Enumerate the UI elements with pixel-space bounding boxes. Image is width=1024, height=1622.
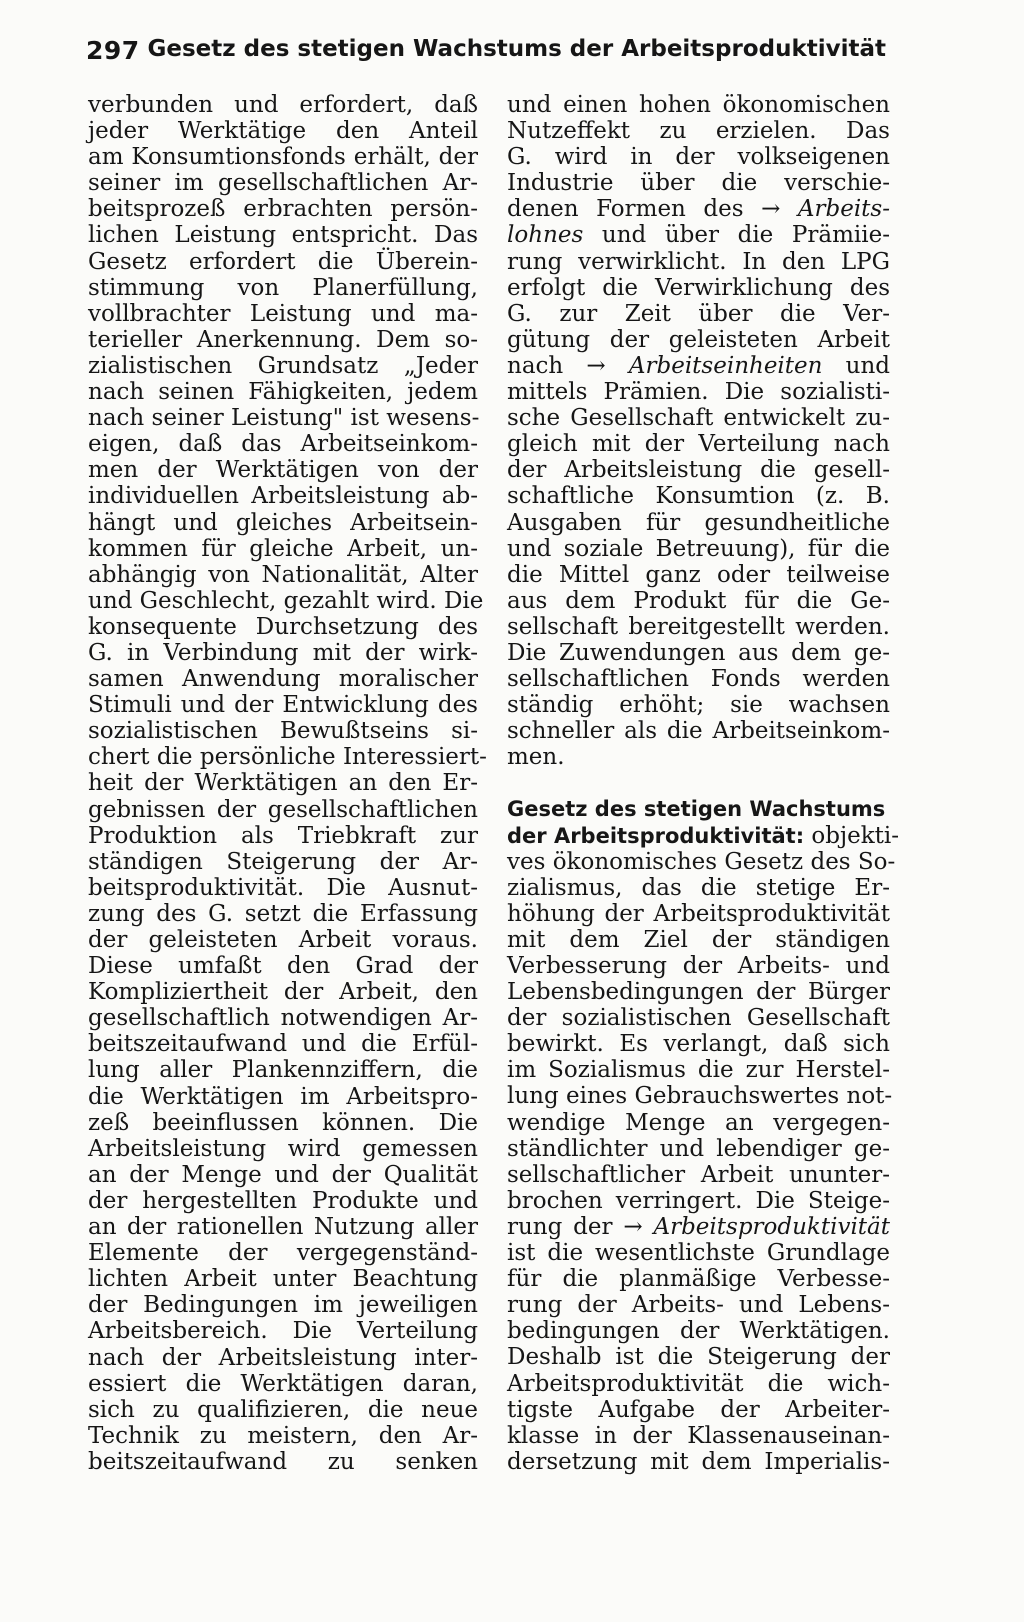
text-line: am Konsumtionsfonds erhält, der (88, 144, 478, 171)
text-line: dersetzung mit dem Imperialis- (507, 1448, 890, 1475)
text-line: Die Zuwendungen aus dem ge- (507, 639, 890, 666)
text-line: bedingungen der Werktätigen. (507, 1318, 890, 1345)
text-line: Deshalb ist die Steigerung der (507, 1344, 890, 1371)
text-line: nach seinen Fähigkeiten, jedem (88, 379, 478, 406)
text-line: die Werktätigen im Arbeitspro- (88, 1083, 478, 1110)
text-line: mit dem Ziel der ständigen (507, 926, 890, 953)
text-line: men. (507, 744, 565, 771)
text-line: individuellen Arbeitsleistung ab- (88, 483, 478, 510)
text-line: der hergestellten Produkte und (88, 1187, 478, 1214)
right-text-column (507, 92, 900, 1475)
text-line: der Arbeitsleistung die gesell- (507, 457, 890, 484)
text-line: schneller als die Arbeitseinkom- (507, 718, 890, 745)
text-line: lichten Arbeit unter Beachtung (88, 1266, 478, 1293)
entry-headword: Gesetz des stetigen Wachstums (507, 797, 886, 822)
text-line: Industrie über die verschie- (507, 170, 890, 197)
text-line: men der Werktätigen von der (88, 457, 478, 484)
text-line: lohnes und über die Prämiie- (507, 222, 891, 249)
text-line: nach seiner Leistung" ist wesens- (88, 405, 480, 432)
text-line: im Sozialismus die zur Herstel- (507, 1057, 890, 1084)
text-line: Stimuli und der Entwicklung des (88, 692, 478, 719)
text-line: bewirkt. Es verlangt, daß sich (507, 1031, 890, 1058)
text-line: nach → Arbeitseinheiten und (507, 352, 891, 379)
text-line: rung verwirklicht. In den LPG (507, 248, 890, 275)
text-line: sche Gesellschaft entwickelt zu- (507, 405, 890, 432)
text-line: zialistischen Grundsatz „Jeder (88, 352, 478, 379)
text-line: der Bedingungen im jeweiligen (88, 1292, 478, 1319)
text-line: G. wird in der volkseigenen (507, 144, 890, 171)
page-number: 297 (86, 36, 140, 65)
text-line: für die planmäßige Verbesse- (507, 1266, 890, 1293)
text-line: der geleisteten Arbeit voraus. (88, 927, 478, 953)
text-line: zeß beeinflussen können. Die (88, 1109, 478, 1136)
text-line: sellschaftlicher Arbeit ununter- (507, 1161, 890, 1188)
running-header (86, 36, 886, 76)
text-line: gleich mit der Verteilung nach (507, 431, 890, 458)
text-line: Ausgaben für gesundheitliche (507, 509, 890, 536)
text-line: gütung der geleisteten Arbeit (507, 326, 890, 353)
text-line: nach der Arbeitsleistung inter- (88, 1344, 478, 1371)
text-line: beitsproduktivität. Die Ausnut- (88, 874, 478, 901)
text-line: terieller Anerkennung. Dem so- (88, 326, 478, 353)
text-line: Kompliziertheit der Arbeit, den (88, 979, 478, 1006)
text-line: beitszeitaufwand und die Erfül- (88, 1031, 478, 1058)
text-line: sozialistischen Bewußtseins si- (88, 718, 478, 745)
text-line: jeder Werktätige den Anteil (88, 118, 478, 145)
text-line: samen Anwendung moralischer (88, 666, 478, 693)
text-line: essiert die Werktätigen daran, (88, 1370, 478, 1397)
text-line: sich zu qualifizieren, die neue (88, 1396, 478, 1423)
text-line: Arbeitsproduktivität die wich- (507, 1370, 890, 1397)
text-line: erfolgt die Verwirklichung des (507, 274, 890, 301)
entry-headword-end: der Arbeitsproduktivität: (507, 823, 805, 848)
text-line: seiner im gesellschaftlichen Ar- (88, 170, 478, 197)
text-line: ständigen Steigerung der Ar- (88, 848, 478, 875)
text-line: der sozialistischen Gesellschaft (507, 1005, 890, 1032)
text-line: die Mittel ganz oder teilweise (507, 561, 890, 588)
text-line: chert die persönliche Interessiert- (88, 744, 487, 771)
text-line: Gesetz erfordert die Überein- (88, 248, 478, 275)
text-line: rung der Arbeits- und Lebens- (507, 1292, 890, 1319)
text-line: tigste Aufgabe der Arbeiter- (507, 1396, 890, 1423)
text-line: lung aller Plankennziffern, die (88, 1057, 478, 1084)
text-line: ständlichter und lebendiger ge- (507, 1135, 890, 1162)
text-line: zung des G. setzt die Erfassung (88, 900, 478, 927)
text-line: kommen für gleiche Arbeit, un- (88, 535, 478, 562)
text-line: und Geschlecht, gezahlt wird. Die (88, 587, 484, 614)
text-line: sellschaftlichen Fonds werden (507, 666, 890, 693)
text-line: an der rationellen Nutzung aller (88, 1214, 478, 1241)
paragraph-spacer (507, 770, 890, 796)
text-line: gesellschaftlich notwendigen Ar- (88, 1005, 478, 1032)
text-line: Lebensbedingungen der Bürger (507, 979, 890, 1006)
text-line: beitsprozeß erbrachten persön- (88, 196, 478, 223)
text-line: Elemente der vergegenständ- (88, 1240, 478, 1267)
text-line: ständig erhöht; sie wachsen (507, 692, 890, 719)
text-line: Arbeitsbereich. Die Verteilung (88, 1318, 478, 1345)
text-line: Arbeitsleistung wird gemessen (88, 1135, 478, 1162)
text-line: sellschaft bereitgestellt werden. (507, 613, 890, 640)
text-line: Technik zu meistern, den Ar- (88, 1422, 478, 1449)
text-line: brochen verringert. Die Steige- (507, 1187, 890, 1214)
text-line: mittels Prämien. Die sozialisti- (507, 379, 890, 406)
text-line: denen Formen des → Arbeits- (507, 196, 891, 223)
text-line: und einen hohen ökonomischen (507, 92, 890, 118)
text-line: Produktion als Triebkraft zur (88, 822, 478, 849)
text-line: beitszeitaufwand zu senken (88, 1448, 478, 1475)
text-line: ist die wesentlichste Grundlage (507, 1240, 890, 1267)
text-line: G. in Verbindung mit der wirk- (88, 639, 478, 666)
text-line: stimmung von Planerfüllung, (88, 274, 478, 301)
left-text-column (88, 92, 487, 1475)
text-line: Nutzeffekt zu erzielen. Das (507, 118, 890, 145)
text-line: G. zur Zeit über die Ver- (507, 300, 890, 327)
text-line: wendige Menge an vergegen- (507, 1109, 890, 1136)
text-line: vollbrachter Leistung und ma- (88, 300, 478, 327)
text-line: konsequente Durchsetzung des (88, 613, 478, 640)
text-line: abhängig von Nationalität, Alter (88, 561, 478, 588)
text-line: zialismus, das die stetige Er- (507, 874, 890, 901)
text-line: verbunden und erfordert, daß (88, 92, 478, 118)
text-line: rung der → Arbeitsproduktivität (507, 1213, 891, 1240)
text-line: an der Menge und der Qualität (88, 1161, 478, 1188)
text-line: eigen, daß das Arbeitseinkom- (88, 431, 478, 458)
text-line: lung eines Gebrauchswertes not- (507, 1083, 893, 1110)
text-line: der Arbeitsproduktivität: objekti- (507, 822, 900, 849)
text-line: schaftliche Konsumtion (z. B. (507, 483, 890, 510)
text-line: gebnissen der gesellschaftlichen (88, 796, 478, 823)
text-line: klasse in der Klassenauseinan- (507, 1422, 890, 1449)
running-head-title: Gesetz des stetigen Wachstums der Arbeitsproduktivität (147, 36, 886, 62)
text-line: hängt und gleiches Arbeitsein- (88, 509, 478, 536)
text-line: aus dem Produkt für die Ge- (507, 587, 890, 614)
text-line: lichen Leistung entspricht. Das (88, 222, 478, 249)
text-line: heit der Werktätigen an den Er- (88, 770, 478, 797)
text-line: höhung der Arbeitsproduktivität (507, 900, 890, 927)
text-line: Diese umfaßt den Grad der (88, 953, 478, 980)
text-line: Verbesserung der Arbeits- und (507, 953, 890, 979)
text-line: ves ökonomisches Gesetz des So- (507, 848, 896, 875)
text-line: und soziale Betreuung), für die (507, 535, 890, 562)
